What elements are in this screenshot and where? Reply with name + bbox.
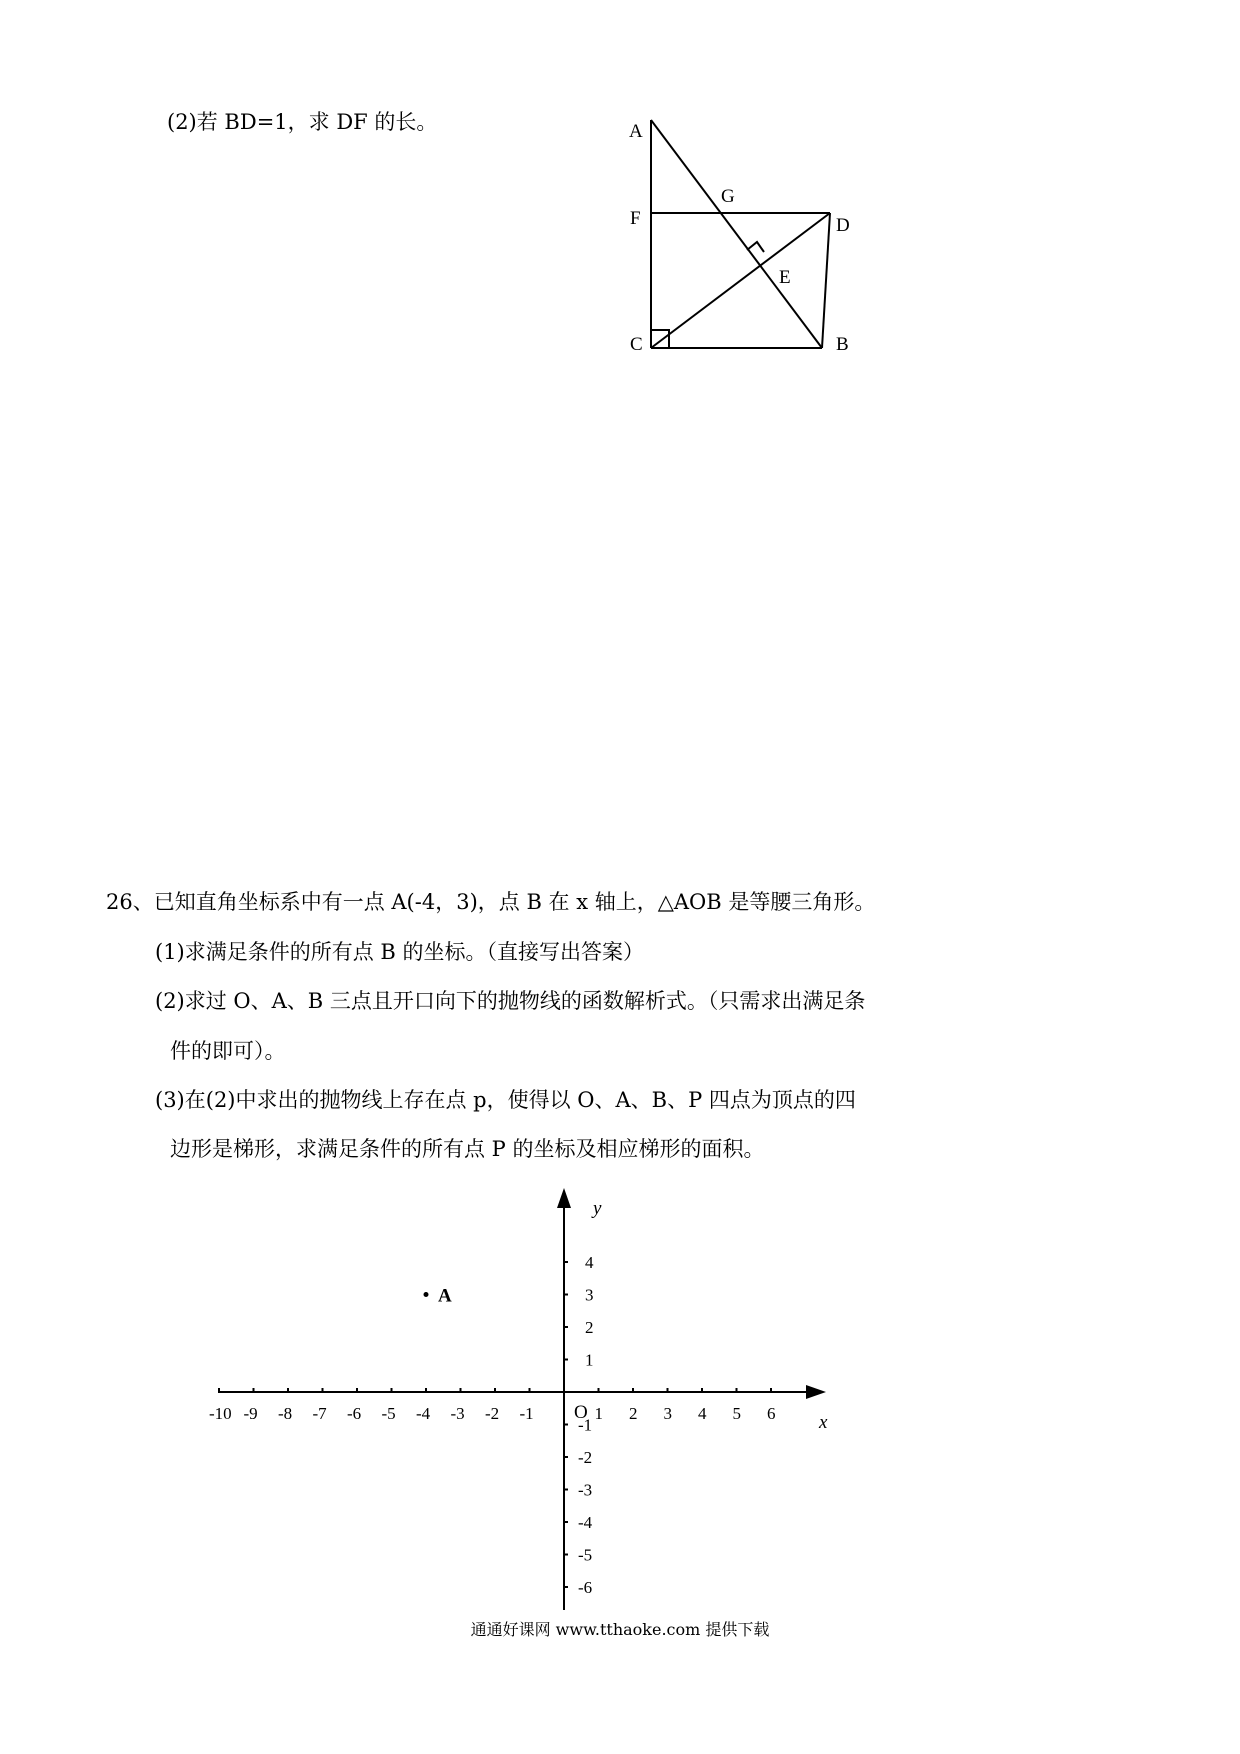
x-tick-label: 1 [594, 1404, 603, 1423]
x-tick-label: 3 [663, 1404, 672, 1423]
y-tick-label: -3 [578, 1480, 593, 1500]
x-tick-label: -4 [416, 1404, 431, 1423]
q26-part3-line2: 边形是梯形，求满足条件的所有点 P 的坐标及相应梯形的面积。 [170, 1137, 765, 1161]
x-tick-label: -7 [312, 1404, 327, 1423]
x-tick-label: 5 [732, 1404, 741, 1423]
geometry-figure [600, 100, 880, 360]
origin-label: O [574, 1402, 588, 1423]
label-a: A [629, 121, 643, 142]
y-tick-label: -2 [578, 1448, 593, 1467]
y-tick-label: 3 [585, 1285, 594, 1305]
y-tick-label: -5 [578, 1545, 593, 1565]
y-tick-label: 1 [585, 1350, 594, 1370]
coordinate-graph [200, 1180, 860, 1620]
q26-part2-line2: 件的即可）。 [170, 1039, 286, 1063]
label-b: B [836, 334, 849, 355]
y-tick-label: -4 [578, 1513, 593, 1532]
point-a-label: A [438, 1285, 452, 1307]
label-c: C [630, 334, 643, 355]
x-tick-label: 2 [629, 1404, 638, 1423]
q26-part1: (1)求满足条件的所有点 B 的坐标。（直接写出答案） [155, 940, 645, 964]
q25-part2-text: (2)若 BD=1，求 DF 的长。 [167, 110, 438, 134]
segment-ab [651, 120, 822, 348]
x-axis-arrow [806, 1385, 826, 1399]
y-tick-label: 2 [585, 1318, 594, 1337]
y-tick-label: -6 [578, 1578, 593, 1597]
x-axis-label: x [819, 1412, 828, 1433]
x-tick-label: 6 [767, 1404, 776, 1423]
label-e: E [779, 267, 791, 288]
x-tick-label: -5 [381, 1404, 396, 1423]
x-tick-label: -10 [209, 1404, 232, 1423]
point-a [424, 1292, 429, 1297]
segment-cd [651, 213, 830, 348]
q26-stem: 26、已知直角坐标系中有一点 A(-4，3)，点 B 在 x 轴上，△AOB 是等腰三角形。 [106, 890, 876, 914]
x-tick-label: -6 [347, 1404, 362, 1423]
y-tick-label: -1 [578, 1415, 593, 1435]
label-d: D [836, 215, 850, 236]
label-g: G [721, 186, 735, 207]
x-tick-label: -2 [485, 1404, 500, 1423]
footer-source: 通通好课网 www.tthaoke.com 提供下载 [470, 1620, 770, 1639]
label-f: F [630, 208, 641, 229]
q26-part2-line1: (2)求过 O、A、B 三点且开口向下的抛物线的函数解析式。（只需求出满足条 [155, 989, 866, 1013]
x-tick-label: -9 [243, 1404, 258, 1423]
y-axis-label: y [593, 1198, 602, 1219]
x-tick-label: -1 [519, 1404, 534, 1423]
q26-part3-line1: (3)在(2)中求出的抛物线上存在点 p，使得以 O、A、B、P 四点为顶点的四 [155, 1088, 856, 1112]
segment-db [822, 213, 830, 348]
y-axis-arrow [557, 1188, 571, 1208]
x-tick-label: 4 [698, 1404, 707, 1423]
x-tick-label: -8 [278, 1404, 293, 1423]
y-tick-label: 4 [585, 1253, 594, 1272]
x-tick-label: -3 [450, 1404, 465, 1423]
